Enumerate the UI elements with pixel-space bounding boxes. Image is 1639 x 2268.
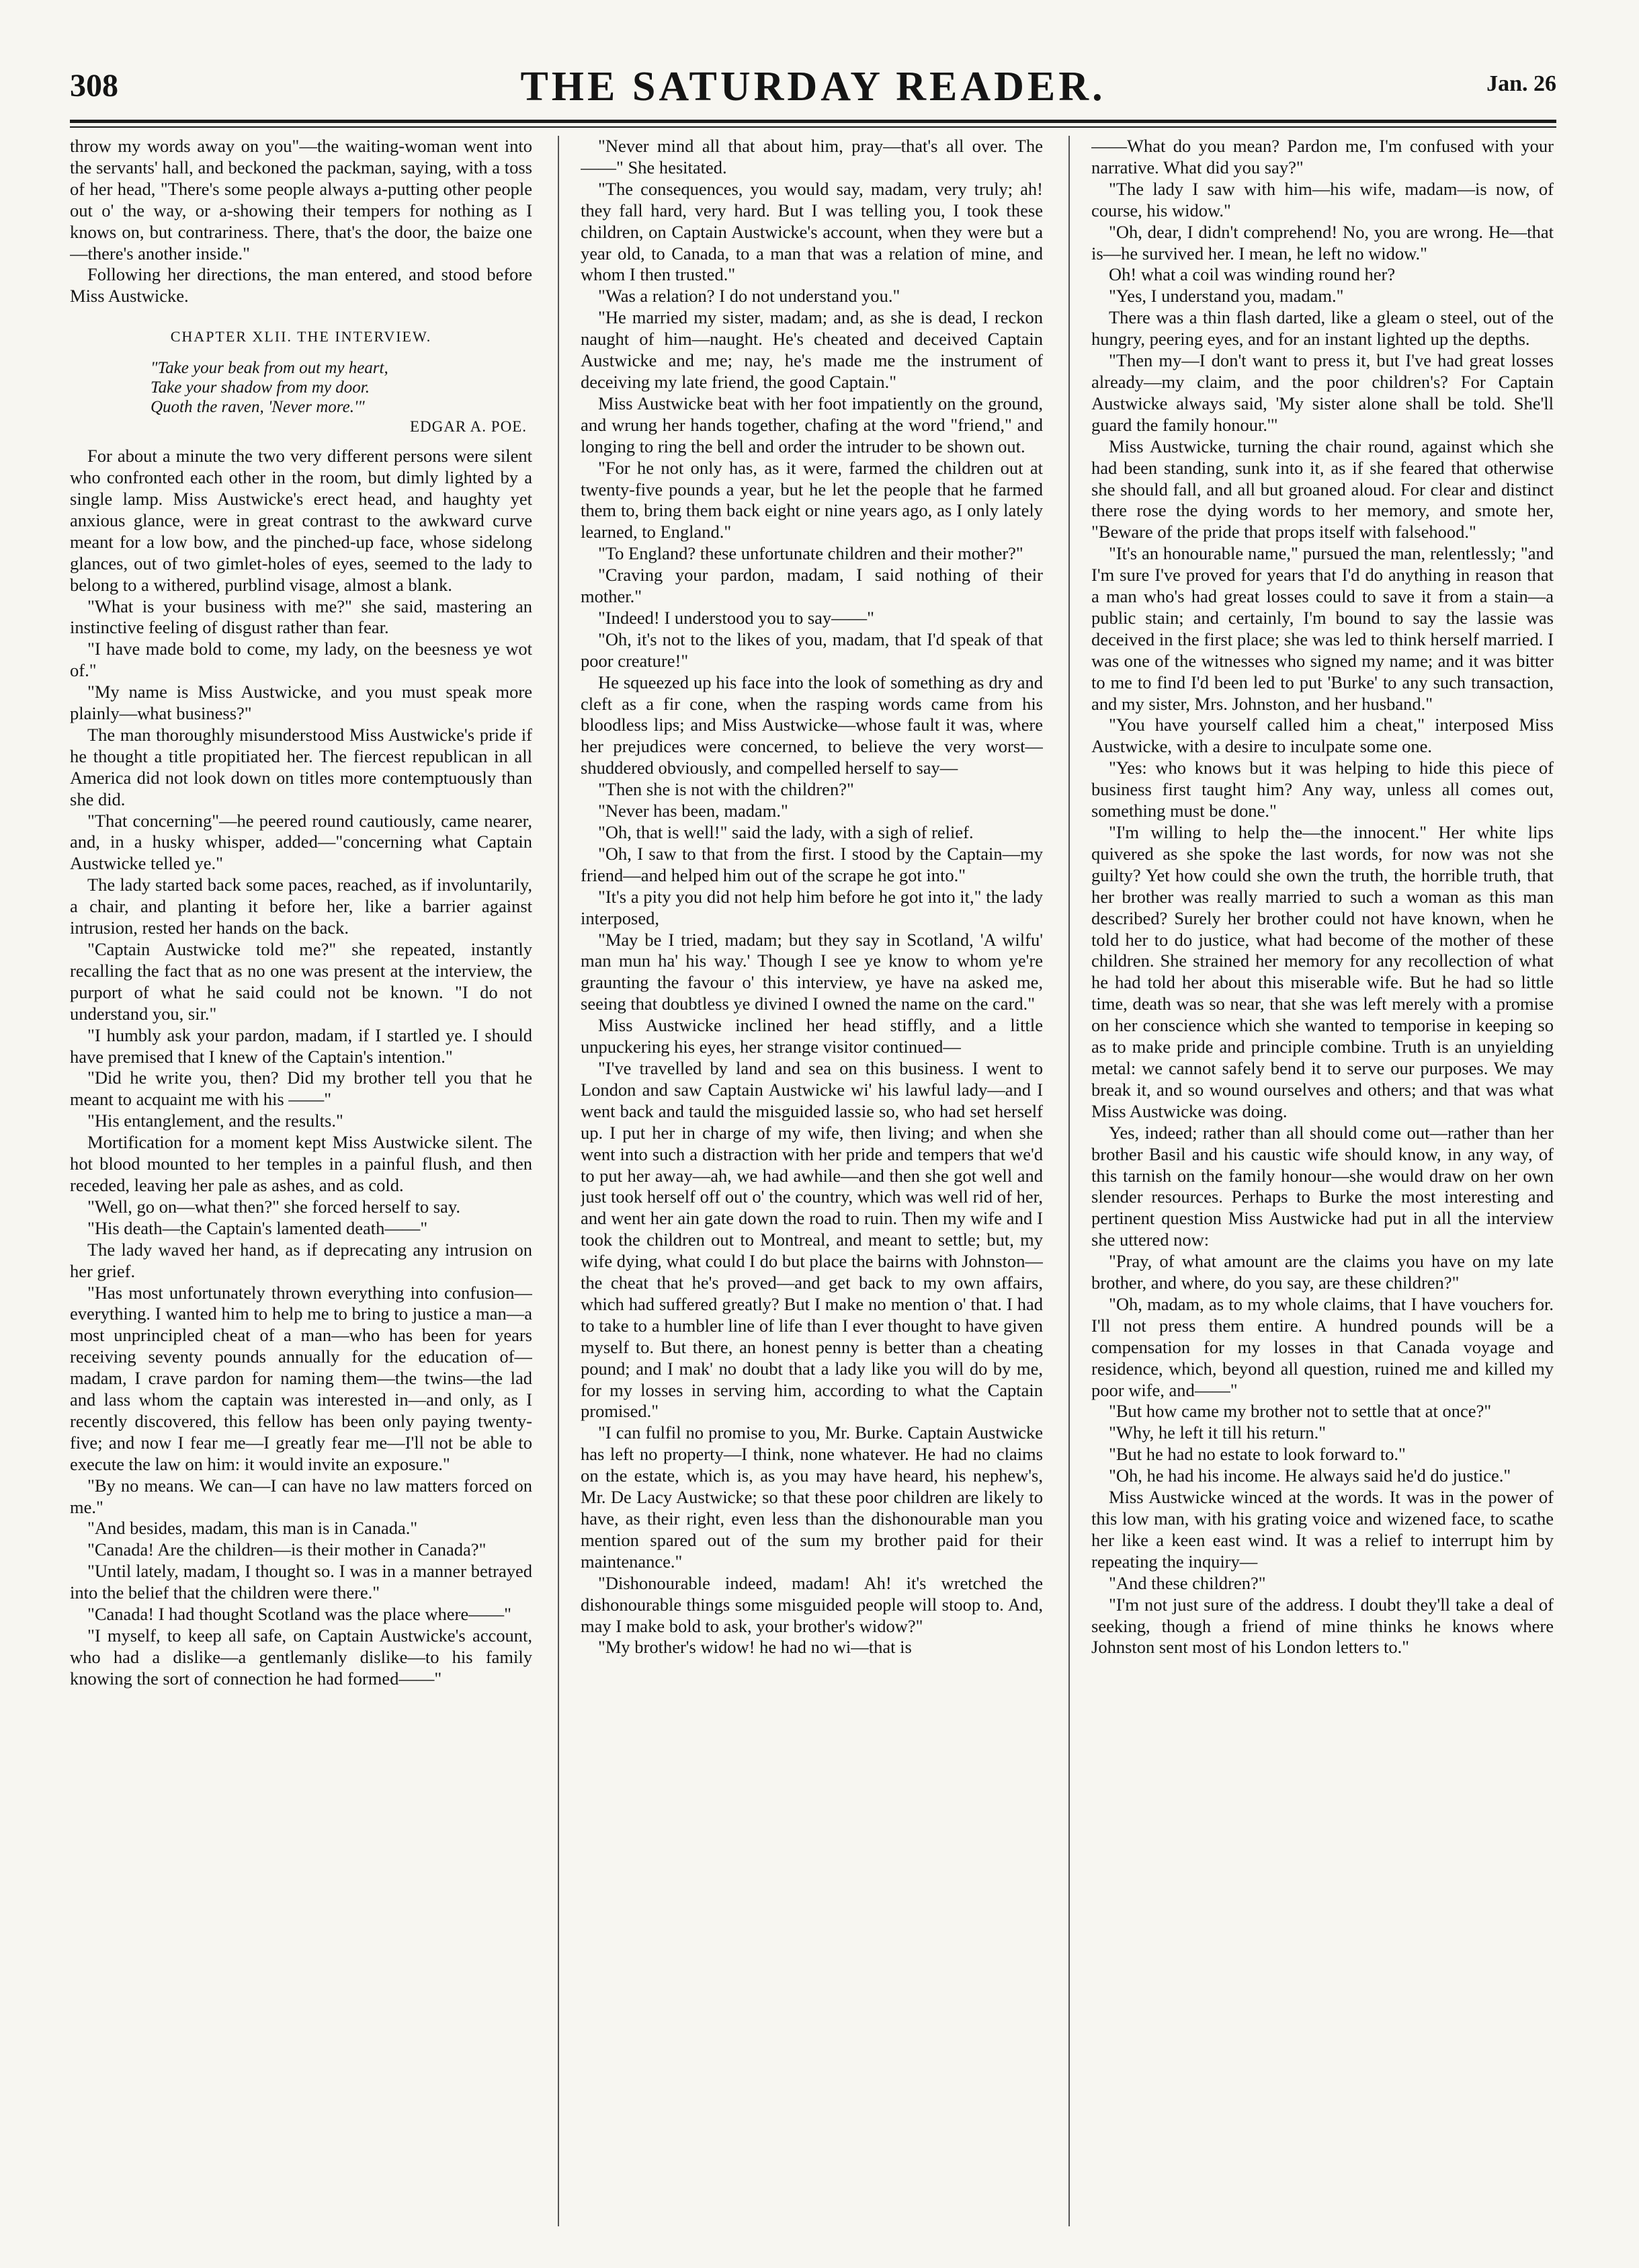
paragraph: "Oh, I saw to that from the first. I stood by the Captain—my friend—and helped him out of the scrape he got into." bbox=[581, 843, 1043, 885]
paragraph: "Never has been, madam." bbox=[598, 801, 788, 821]
paragraph: "The consequences, you would say, madam, very truly; ah! they fall hard, very hard. But I was telling you, I took these children, on Captain Austwicke's account, when they were but a year old, to Canada, to a man that was a relation of mine, and whom I then trusted." bbox=[581, 178, 1043, 285]
paragraph: "He married my sister, madam; and, as she is dead, I reckon naught of him—naught. He's cheated and deceived Captain Austwicke and me; nay, he's made me the instrument of deceiving my late friend, the good Captain." bbox=[581, 307, 1043, 392]
paragraph: Miss Austwicke inclined her head stiffly, and a little unpuckering his eyes, her strange visitor continued— bbox=[581, 1015, 1043, 1057]
paragraph: "Was a relation? I do not understand you." bbox=[598, 286, 900, 307]
paragraph: "I've travelled by land and sea on this business. I went to London and saw Captain Austwicke wi' his lawful lady—and I went back and tauld the misguided lassie so, who had set herself up. I put her in charge of my wife, then living; and when she went into such a distraction with her pride and tempers that we'd to put her away—ah, we had awhile—and then she got well and just took herself off out o' the country, which was well rid of her, and went her ain gate down the road to ruin. Then my wife and I took the children out to Montreal, and meant to settle; but, my wife dying, what could I do but place the bairns with Johnston—the cheat that he's proved—and get back to my own affairs, which had suffered greatly? But I make no mention o' that. I had to take to a humbler line of life than I ever thought to have given myself to. But there, an honest penny is better than a cheating pound; and I mak' no doubt that a lady like you will do by me, for my losses in serving him, according to what the Captain promised." bbox=[581, 1057, 1043, 1422]
paragraph: ——What do you mean? Pardon me, I'm confused with your narrative. What did you say?" bbox=[1091, 136, 1554, 177]
paragraph: "Well, go on—what then?" she forced herself to say. bbox=[87, 1196, 460, 1217]
paragraph: For about a minute the two very different persons were silent who confronted each other in the room, but dimly lighted by a single lamp. Miss Austwicke's erect head, and haughty yet anxious glance, were in great contrast to the awkward curve meant for a low bow, and the pinched-up face, whose sidelong glances, out of two gimlet-holes of eyes, seemed to the lady to belong to a withered, purblind visage, almost a blank. bbox=[70, 446, 532, 595]
paragraph: "It's a pity you did not help him before he got into it," the lady interposed, bbox=[581, 886, 1043, 928]
paragraph: "And these children?" bbox=[1109, 1572, 1266, 1593]
paragraph: "Has most unfortunately thrown everything into confusion—everything. I wanted him to help me to bring to justice a man—a most unprincipled cheat of a man—who has been for years receiving seventy pounds annually for the education of—madam, I crave pardon for naming them—the twins—the lad and lass whom the captain was interested in—and only, as I recently discovered, this fellow has been only paying twenty-five; and now I fear me—I greatly fear me—I'll not be able to execute the law on him: it would invite an exposure." bbox=[70, 1282, 532, 1474]
paragraph: "Oh, he had his income. He always said he'd do justice." bbox=[1109, 1465, 1511, 1486]
column-divider bbox=[558, 136, 559, 2226]
paragraph: "I'm not just sure of the address. I doubt they'll take a deal of seeking, though a friend of mine thinks he knows where Johnston sent most of his London letters to." bbox=[1091, 1594, 1554, 1658]
paragraph: "To England? these unfortunate children and their mother?" bbox=[598, 543, 1023, 564]
paragraph: "Canada! Are the children—is their mother in Canada?" bbox=[87, 1539, 487, 1560]
column-1 bbox=[70, 136, 532, 2233]
paragraph: "What is your business with me?" she said, mastering an instinctive feeling of disgust rather than fear. bbox=[70, 596, 532, 638]
paragraph: "Craving your pardon, madam, I said nothing of their mother." bbox=[581, 565, 1043, 607]
column-3 bbox=[1091, 136, 1554, 2233]
paragraph: The man thoroughly misunderstood Miss Austwicke's pride if he thought a title propitiated her. The fiercest republican in all America did not look down on titles more contemptuously than she did. bbox=[70, 724, 532, 809]
header-rule-thin bbox=[70, 126, 1556, 128]
paragraph: "I have made bold to come, my lady, on the beesness ye wot of." bbox=[70, 639, 532, 681]
paragraph: "Never mind all that about him, pray—that's all over. The——" She hesitated. bbox=[581, 136, 1043, 177]
paragraph: "Indeed! I understood you to say——" bbox=[598, 607, 874, 628]
paragraph: "Pray, of what amount are the claims you have on my late brother, and where, do you say, are these children?" bbox=[1091, 1251, 1554, 1293]
paragraph: "Yes: who knows but it was helping to hide this piece of business first taught him? Any way, unless all comes out, something must be done." bbox=[1091, 758, 1554, 821]
epigraph-line: "Take your beak from out my heart, bbox=[151, 359, 388, 378]
paragraph: "Canada! I had thought Scotland was the place where——" bbox=[87, 1604, 511, 1625]
paragraph: "I'm willing to help the—the innocent." Her white lips quivered as she spoke the last words, for now was not she guilty? Yet how could she own the truth, the horrible truth, that her brother was really married to such a woman as this man described? Surely her brother could not have known, when he told her to do justice, what had become of the mother of these children. She strained her memory for any recollection of what he had told her about this miserable wife. But he had so little time, death was so near, that she was left merely with a promise on her conscience which she wanted to temporise in keeping so as to make pride and principle combine. Truth is an unyielding metal: we cannot safely bend it to serve our purposes. We may break it, and so wound ourselves and others; and that was what Miss Austwicke was doing. bbox=[1091, 822, 1554, 1121]
paragraph: "Oh, that is well!" said the lady, with a sigh of relief. bbox=[598, 822, 974, 842]
paragraph: Yes, indeed; rather than all should come out—rather than her brother Basil and his caustic wife should know, in any way, of this tarnish on the family honour—she would draw on her own slender resources. Perhaps to Burke the most interesting and pertinent question Miss Austwicke had put in all the interview she uttered now: bbox=[1091, 1122, 1554, 1250]
paragraph: "You have yourself called him a cheat," interposed Miss Austwicke, with a desire to inculpate some one. bbox=[1091, 715, 1554, 757]
publication-title: THE SATURDAY READER. bbox=[520, 64, 1106, 110]
paragraph: "For he not only has, as it were, farmed the children out at twenty-five pounds a year, but he let the people that he farmed them to, bring them back eight or nine years ago, as I only lately learned, to England." bbox=[581, 457, 1043, 542]
epigraph-line: Quoth the raven, 'Never more.'" bbox=[151, 398, 365, 417]
paragraph: "Captain Austwicke told me?" she repeated, instantly recalling the fact that as no one was present at the interview, the purport of what he said could not be known. "I do not understand you, sir." bbox=[70, 939, 532, 1024]
epigraph bbox=[70, 358, 532, 436]
paragraph: Mortification for a moment kept Miss Austwicke silent. The hot blood mounted to her temples in a painful flush, and then receded, leaving her pale as ashes, and as cold. bbox=[70, 1132, 532, 1195]
paragraph: "I humbly ask your pardon, madam, if I startled ye. I should have premised that I knew of the Captain's intention." bbox=[70, 1024, 532, 1067]
paragraph: "Why, he left it till his return." bbox=[1109, 1422, 1327, 1443]
paragraph: "Until lately, madam, I thought so. I was in a manner betrayed into the belief that the children were there." bbox=[70, 1561, 532, 1603]
paragraph: "Dishonourable indeed, madam! Ah! it's wretched the dishonourable things some misguided people will stoop to. And, may I make bold to ask, your brother's widow?" bbox=[581, 1572, 1043, 1636]
paragraph: Miss Austwicke beat with her foot impatiently on the ground, and wrung her hands together, chafing at the word "friend," and longing to ring the bell and order the intruder to be shown out. bbox=[581, 393, 1043, 456]
column-2 bbox=[581, 136, 1043, 2233]
paragraph: "Yes, I understand you, madam." bbox=[1109, 286, 1344, 307]
paragraph: "Oh, dear, I didn't comprehend! No, you are wrong. He—that is—he survived her. I mean, he left no widow." bbox=[1091, 221, 1554, 264]
paragraph: There was a thin flash darted, like a gleam o steel, out of the hungry, peering eyes, and for an instant lighted up the depths. bbox=[1091, 307, 1554, 350]
paragraph: "My brother's widow! he had no wi—that is bbox=[598, 1637, 912, 1658]
paragraph: The lady started back some paces, reached, as if involuntarily, a chair, and planting it before her, like a barrier against intrusion, rested her hands on the back. bbox=[70, 875, 532, 938]
paragraph: "May be I tried, madam; but they say in Scotland, 'A wilfu' man mun ha' his way.' Though I see ye know to whom ye're graunting the favour o' this interview, ye have na asked me, seeing that doubtless ye divined I owned the name on the card." bbox=[581, 929, 1043, 1014]
paragraph: "Did he write you, then? Did my brother tell you that he meant to acquaint me with his ——" bbox=[70, 1067, 532, 1110]
masthead bbox=[70, 62, 1556, 114]
paragraph: "That concerning"—he peered round cautiously, came nearer, and, in a husky whisper, added—"concerning what Captain Austwicke telled ye." bbox=[70, 810, 532, 874]
paragraph: "By no means. We can—I can have no law matters forced on me." bbox=[70, 1475, 532, 1517]
paragraph: "Oh, madam, as to my whole claims, that I have vouchers for. I'll not press them entire. A hundred pounds will be a compensation for my losses in that Canada voyage and residence, which, beyond all question, ruined me and killed my poor wife, and——" bbox=[1091, 1293, 1554, 1400]
paragraph: "The lady I saw with him—his wife, madam—is now, of course, his widow." bbox=[1091, 178, 1554, 220]
paragraph: "But he had no estate to look forward to." bbox=[1109, 1444, 1406, 1465]
paragraph: The lady waved her hand, as if deprecating any intrusion on her grief. bbox=[70, 1239, 532, 1281]
paragraph: "It's an honourable name," pursued the man, relentlessly; "and I'm sure I've proved for years that I'd do anything in reason that a man who's had great losses could to save it from a stain—a public stain; and certainly, I'm bound to say the lassie was deceived in the first place; she was led to think herself married. I was one of the witnesses who signed my name; and it was bitter to me to find I'd been led to put 'Burke' to any such transaction, and my sister, Mrs. Johnston, and her husband." bbox=[1091, 543, 1554, 714]
page-number: 308 bbox=[70, 68, 118, 104]
column-divider bbox=[1068, 136, 1070, 2226]
paragraph: "But how came my brother not to settle that at once?" bbox=[1109, 1401, 1492, 1422]
paragraph: "And besides, madam, this man is in Canada." bbox=[87, 1518, 418, 1539]
paragraph: He squeezed up his face into the look of something as dry and cleft as a fir cone, when the rasping words came from his bloodless lips; and Miss Austwicke—whose fault it was, where her prejudices were concerned, to believe the very worst—shuddered obviously, and compelled herself to say— bbox=[581, 672, 1043, 778]
paragraph: "Oh, it's not to the likes of you, madam, that I'd speak of that poor creature!" bbox=[581, 629, 1043, 671]
paragraph: "I can fulfil no promise to you, Mr. Burke. Captain Austwicke has left no property—I think, none whatever. He had no claims on the estate, which is, as you may have heard, his nephew's, Mr. De Lacy Austwicke; so that these poor children are likely to have, as their right, even less than the dishonourable man you mention spared out of the sum my brother paid for their maintenance." bbox=[581, 1422, 1043, 1572]
paragraph: Miss Austwicke winced at the words. It was in the power of this low man, with his grating voice and wizened face, to scathe her like a keen east wind. It was a relief to interrupt him by repeating the inquiry— bbox=[1091, 1487, 1554, 1572]
paragraph: Following her directions, the man entered, and stood before Miss Austwicke. bbox=[70, 264, 532, 307]
paragraph: "His entanglement, and the results." bbox=[87, 1110, 343, 1131]
paragraph: "His death—the Captain's lamented death——" bbox=[87, 1217, 428, 1238]
paragraph: "Then she is not with the children?" bbox=[598, 779, 854, 800]
issue-date: Jan. 26 bbox=[1486, 71, 1556, 96]
header-rule-thick bbox=[70, 120, 1556, 123]
paragraph: Miss Austwicke, turning the chair round, against which she had been standing, sunk into it, as if she feared that otherwise she should fall, and all but groaned aloud. For clear and distinct there rose the dying words to her memory, and smote her, "Beware of the pride that props itself with falsehood." bbox=[1091, 436, 1554, 542]
epigraph-attribution: EDGAR A. POE. bbox=[409, 418, 527, 436]
paragraph: "Then my—I don't want to press it, but I've had great losses already—my claim, and the poor children's? For Captain Austwicke always said, 'My sister alone shall be told. She'll guard the family honour.'" bbox=[1091, 350, 1554, 435]
paragraph: Oh! what a coil was winding round her? bbox=[1109, 264, 1396, 285]
epigraph-line: Take your shadow from my door. bbox=[151, 378, 370, 397]
paragraph: throw my words away on you"—the waiting-woman went into the servants' hall, and beckoned the packman, saying, with a toss of her head, "There's some people always a-putting other people out o' the way, or a-showing their tempers for nothing as I knows on, but contrariness. There, that's the door, the baize one—there's another inside." bbox=[70, 136, 532, 264]
chapter-heading: CHAPTER XLII. THE INTERVIEW. bbox=[170, 328, 432, 346]
paragraph: "My name is Miss Austwicke, and you must speak more plainly—what business?" bbox=[70, 682, 532, 724]
paragraph: "I myself, to keep all safe, on Captain Austwicke's account, who had a dislike—a gentlemanly dislike—to his family knowing the sort of connection he had formed——" bbox=[70, 1625, 532, 1689]
